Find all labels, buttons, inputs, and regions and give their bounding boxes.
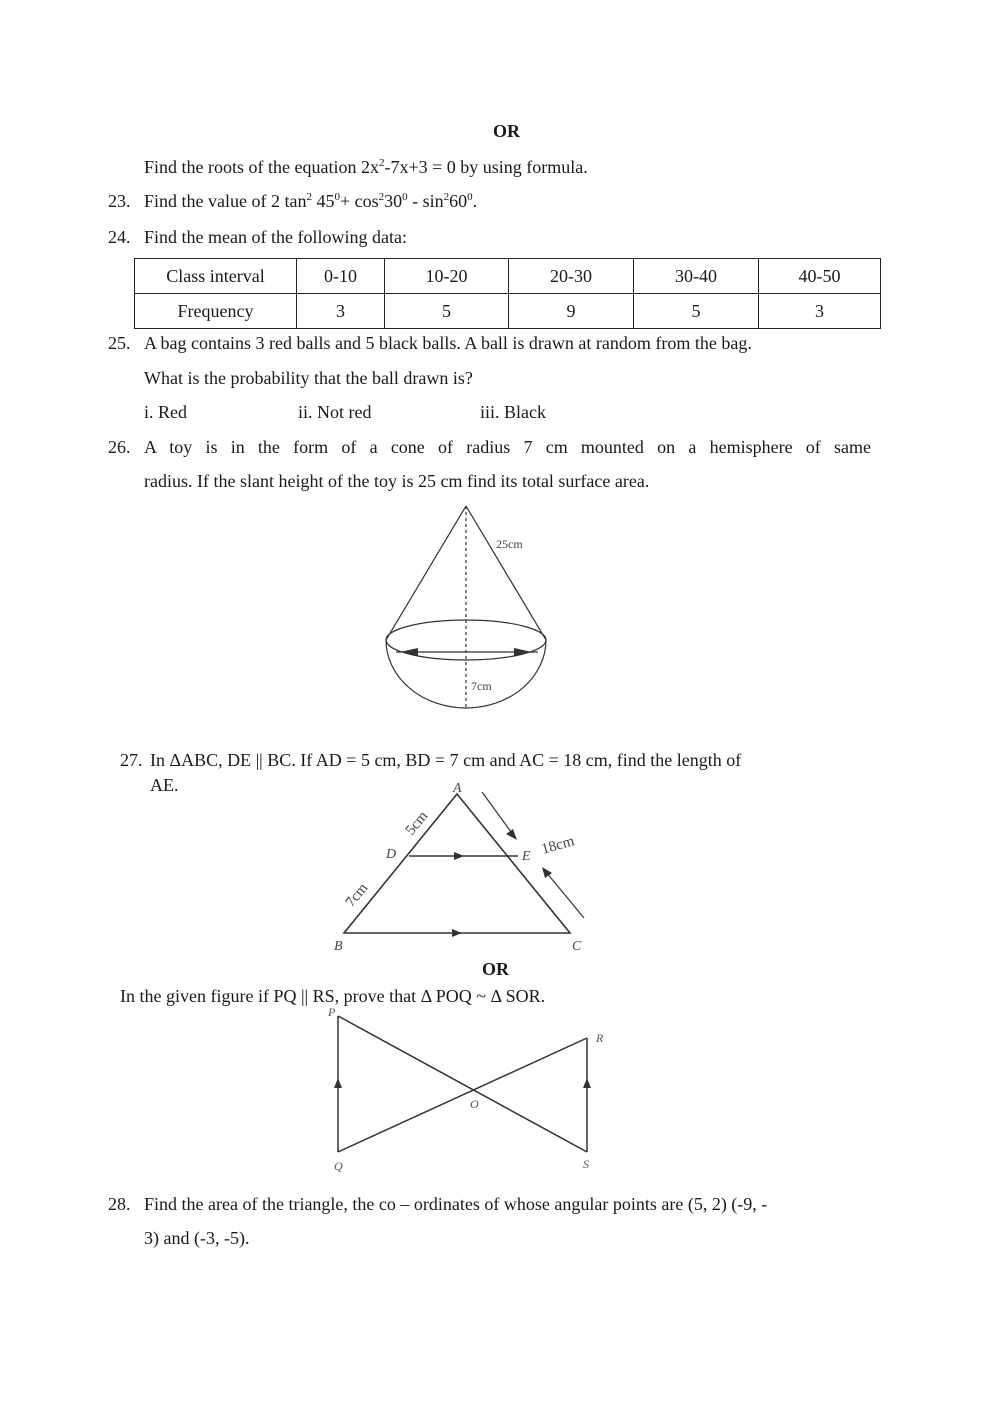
table-cell: 20-30 bbox=[509, 259, 634, 294]
radius-label: 7cm bbox=[471, 679, 492, 693]
table-cell: 3 bbox=[759, 294, 881, 329]
question-26-number: 26. bbox=[108, 437, 131, 457]
or-heading-top: OR bbox=[493, 121, 520, 141]
triangle-abc bbox=[344, 794, 570, 933]
left-arrow bbox=[400, 648, 418, 656]
point-q-label: Q bbox=[334, 1159, 343, 1173]
arrow-a-to-e-head bbox=[506, 829, 517, 840]
table-cell: 30-40 bbox=[634, 259, 759, 294]
point-p-label: P bbox=[328, 1005, 336, 1019]
pq-parallel-arrow bbox=[334, 1078, 342, 1088]
table-cell: 3 bbox=[297, 294, 385, 329]
table-cell: 40-50 bbox=[759, 259, 881, 294]
vertex-a-label: A bbox=[453, 781, 462, 796]
question-26-line2: radius. If the slant height of the toy is 25 cm find its total surface area. bbox=[144, 471, 650, 491]
table-cell: 5 bbox=[385, 294, 509, 329]
table-cell: 0-10 bbox=[297, 259, 385, 294]
option-not-red: ii. Not red bbox=[298, 402, 372, 422]
question-27-alternative: In the given figure if PQ || RS, prove that Δ POQ ~ Δ SOR. bbox=[120, 986, 546, 1006]
ac-length-label: 18cm bbox=[539, 833, 577, 858]
ad-length-label: 5cm bbox=[402, 808, 432, 839]
question-28-number: 28. bbox=[108, 1194, 131, 1214]
line-qr bbox=[338, 1038, 587, 1152]
option-black: iii. Black bbox=[480, 402, 546, 422]
question-27-line1: In ΔABC, DE || BC. If AD = 5 cm, BD = 7 cm and AC = 18 cm, find the length of bbox=[150, 750, 742, 770]
point-s-label: S bbox=[583, 1157, 589, 1171]
arrow-c-to-e-head bbox=[542, 867, 552, 878]
table-cell: 5 bbox=[634, 294, 759, 329]
table-cell: Class interval bbox=[135, 259, 297, 294]
point-o-label: O bbox=[470, 1097, 479, 1111]
question-26-line1: A toy is in the form of a cone of radius 7 cm mounted on a hemisphere of same bbox=[144, 437, 871, 457]
question-23-text: Find the value of 2 $\tan^2 45^0+ \cos^230^0 - \sin^260^0$. bbox=[144, 191, 478, 211]
table-cell: Frequency bbox=[135, 294, 297, 329]
question-27-number: 27. bbox=[120, 750, 143, 770]
bd-length-label: 7cm bbox=[342, 880, 372, 911]
parallel-lines-figure bbox=[320, 1004, 620, 1176]
point-r-label: R bbox=[596, 1031, 604, 1045]
de-parallel-arrow bbox=[454, 852, 464, 860]
question-25-line1: A bag contains 3 red balls and 5 black balls. A ball is drawn at random from the bag. bbox=[144, 333, 752, 353]
right-arrow bbox=[514, 648, 532, 656]
slant-height-label: 25cm bbox=[496, 537, 523, 551]
point-e-label: E bbox=[522, 849, 531, 864]
rs-parallel-arrow bbox=[583, 1078, 591, 1088]
vertex-c-label: C bbox=[572, 939, 582, 954]
triangle-abc-figure bbox=[330, 778, 600, 958]
table-row-class-interval bbox=[135, 259, 881, 294]
frequency-table bbox=[134, 258, 881, 329]
question-23-number: 23. bbox=[108, 191, 131, 211]
question-28-line1: Find the area of the triangle, the co – ordinates of whose angular points are (5, 2) (-9, - bbox=[144, 1194, 768, 1214]
table-cell: 10-20 bbox=[385, 259, 509, 294]
option-red: i. Red bbox=[144, 402, 187, 422]
or-heading-middle: OR bbox=[482, 959, 509, 979]
question-22-alternative: Find the roots of the equation $2x^2-7x+3 = 0$ by using formula. bbox=[144, 157, 588, 177]
question-24-number: 24. bbox=[108, 227, 131, 247]
question-28-line2: 3) and (-3, -5). bbox=[144, 1228, 250, 1248]
point-d-label: D bbox=[386, 847, 397, 862]
vertex-b-label: B bbox=[334, 939, 343, 954]
question-25-number: 25. bbox=[108, 333, 131, 353]
question-25-line2: What is the probability that the ball drawn is? bbox=[144, 368, 473, 388]
table-row-frequency bbox=[135, 294, 881, 329]
line-ps bbox=[338, 1016, 587, 1152]
bc-parallel-arrow bbox=[452, 929, 462, 937]
cone-hemisphere-figure bbox=[370, 500, 570, 715]
table-cell: 9 bbox=[509, 294, 634, 329]
question-27-line2: AE. bbox=[150, 775, 179, 795]
question-24-text: Find the mean of the following data: bbox=[144, 227, 407, 247]
